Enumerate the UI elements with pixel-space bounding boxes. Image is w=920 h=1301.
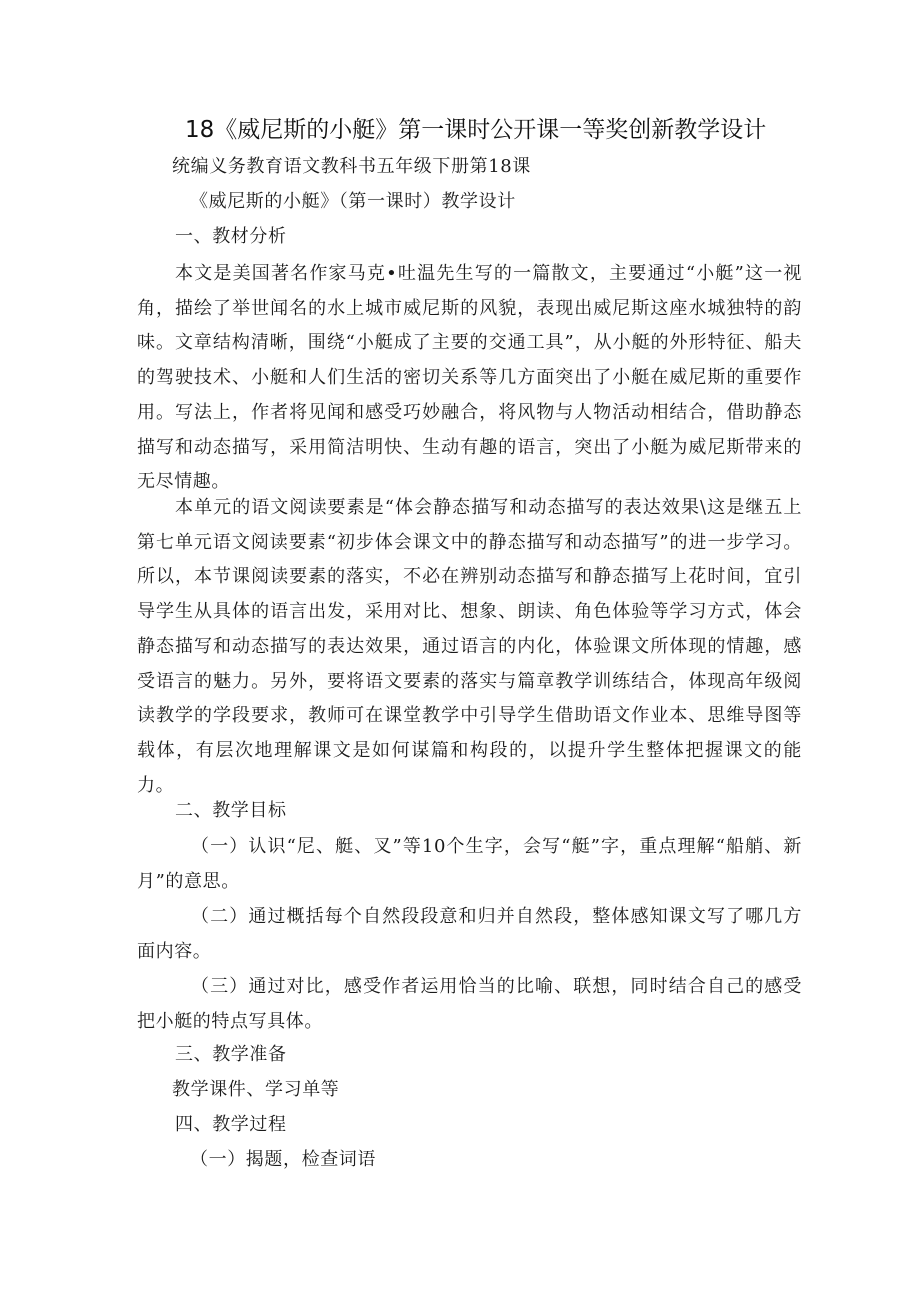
section-heading-teaching-preparation: 三、教学准备 (175, 1044, 287, 1065)
section-heading-textbook-analysis: 一、教材分析 (175, 226, 287, 247)
teaching-goal-1: （一）认识“尼、艇、叉”等10个生字，会写“艇”字，重点理解“船艄、新月”的意思。 (137, 836, 802, 892)
document-title: 18《威尼斯的小艇》第一课时公开课一等奖创新教学设计 (185, 117, 767, 143)
teaching-goal-2: （二）通过概括每个自然段段意和归并自然段，整体感知课文写了哪几方面内容。 (137, 906, 802, 962)
teaching-process-step-1: （一）揭题，检查词语 (190, 1149, 376, 1170)
lesson-title: 《威尼斯的小艇》（第一课时）教学设计 (190, 191, 516, 212)
textbook-analysis-paragraph-1: 本文是美国著名作家马克•吐温先生写的一篇散文，主要通过“小艇”这一视角，描绘了举世闻名的水上城市威尼斯的风貌，表现出威尼斯这座水城独特的韵味。文章结构清晰，围绕“小艇成了主要的交通工具”，从小艇的外形特征、船夫的驾驶技术、小艇和人们生活的密切关系等几方面突出了小艇在威尼斯的重要作用。写法上，作者将见闻和感受巧妙融合，将风物与人物活动相结合，借助静态描写和动态描写，采用简洁明快、生动有趣的语言，突出了小艇为威尼斯带来的无尽情趣。 (137, 263, 802, 493)
teaching-preparation-content: 教学课件、学习单等 (172, 1079, 340, 1100)
section-heading-teaching-goals: 二、教学目标 (175, 800, 287, 821)
section-heading-teaching-process: 四、教学过程 (175, 1114, 287, 1135)
teaching-goal-3: （三）通过对比，感受作者运用恰当的比喻、联想，同时结合自己的感受把小艇的特点写具体。 (137, 976, 802, 1032)
document-subtitle: 统编义务教育语文教科书五年级下册第18课 (172, 156, 531, 177)
textbook-analysis-paragraph-2: 本单元的语文阅读要素是“体会静态描写和动态描写的表达效果\这是继五上第七单元语文阅读要素“初步体会课文中的静态描写和动态描写”的进一步学习。所以，本节课阅读要素的落实，不必在辨别动态描写和静态描写上花时间，宜引导学生从具体的语言出发，采用对比、想象、朗读、角色体验等学习方式，体会静态描写和动态描写的表达效果，通过语言的内化，体验课文所体现的情趣，感受语言的魅力。另外，要将语文要素的落实与篇章教学训练结合，体现高年级阅读教学的学段要求，教师可在课堂教学中引导学生借助语文作业本、思维导图等载体，有层次地理解课文是如何谋篇和构段的，以提升学生整体把握课文的能力。 (137, 497, 802, 796)
